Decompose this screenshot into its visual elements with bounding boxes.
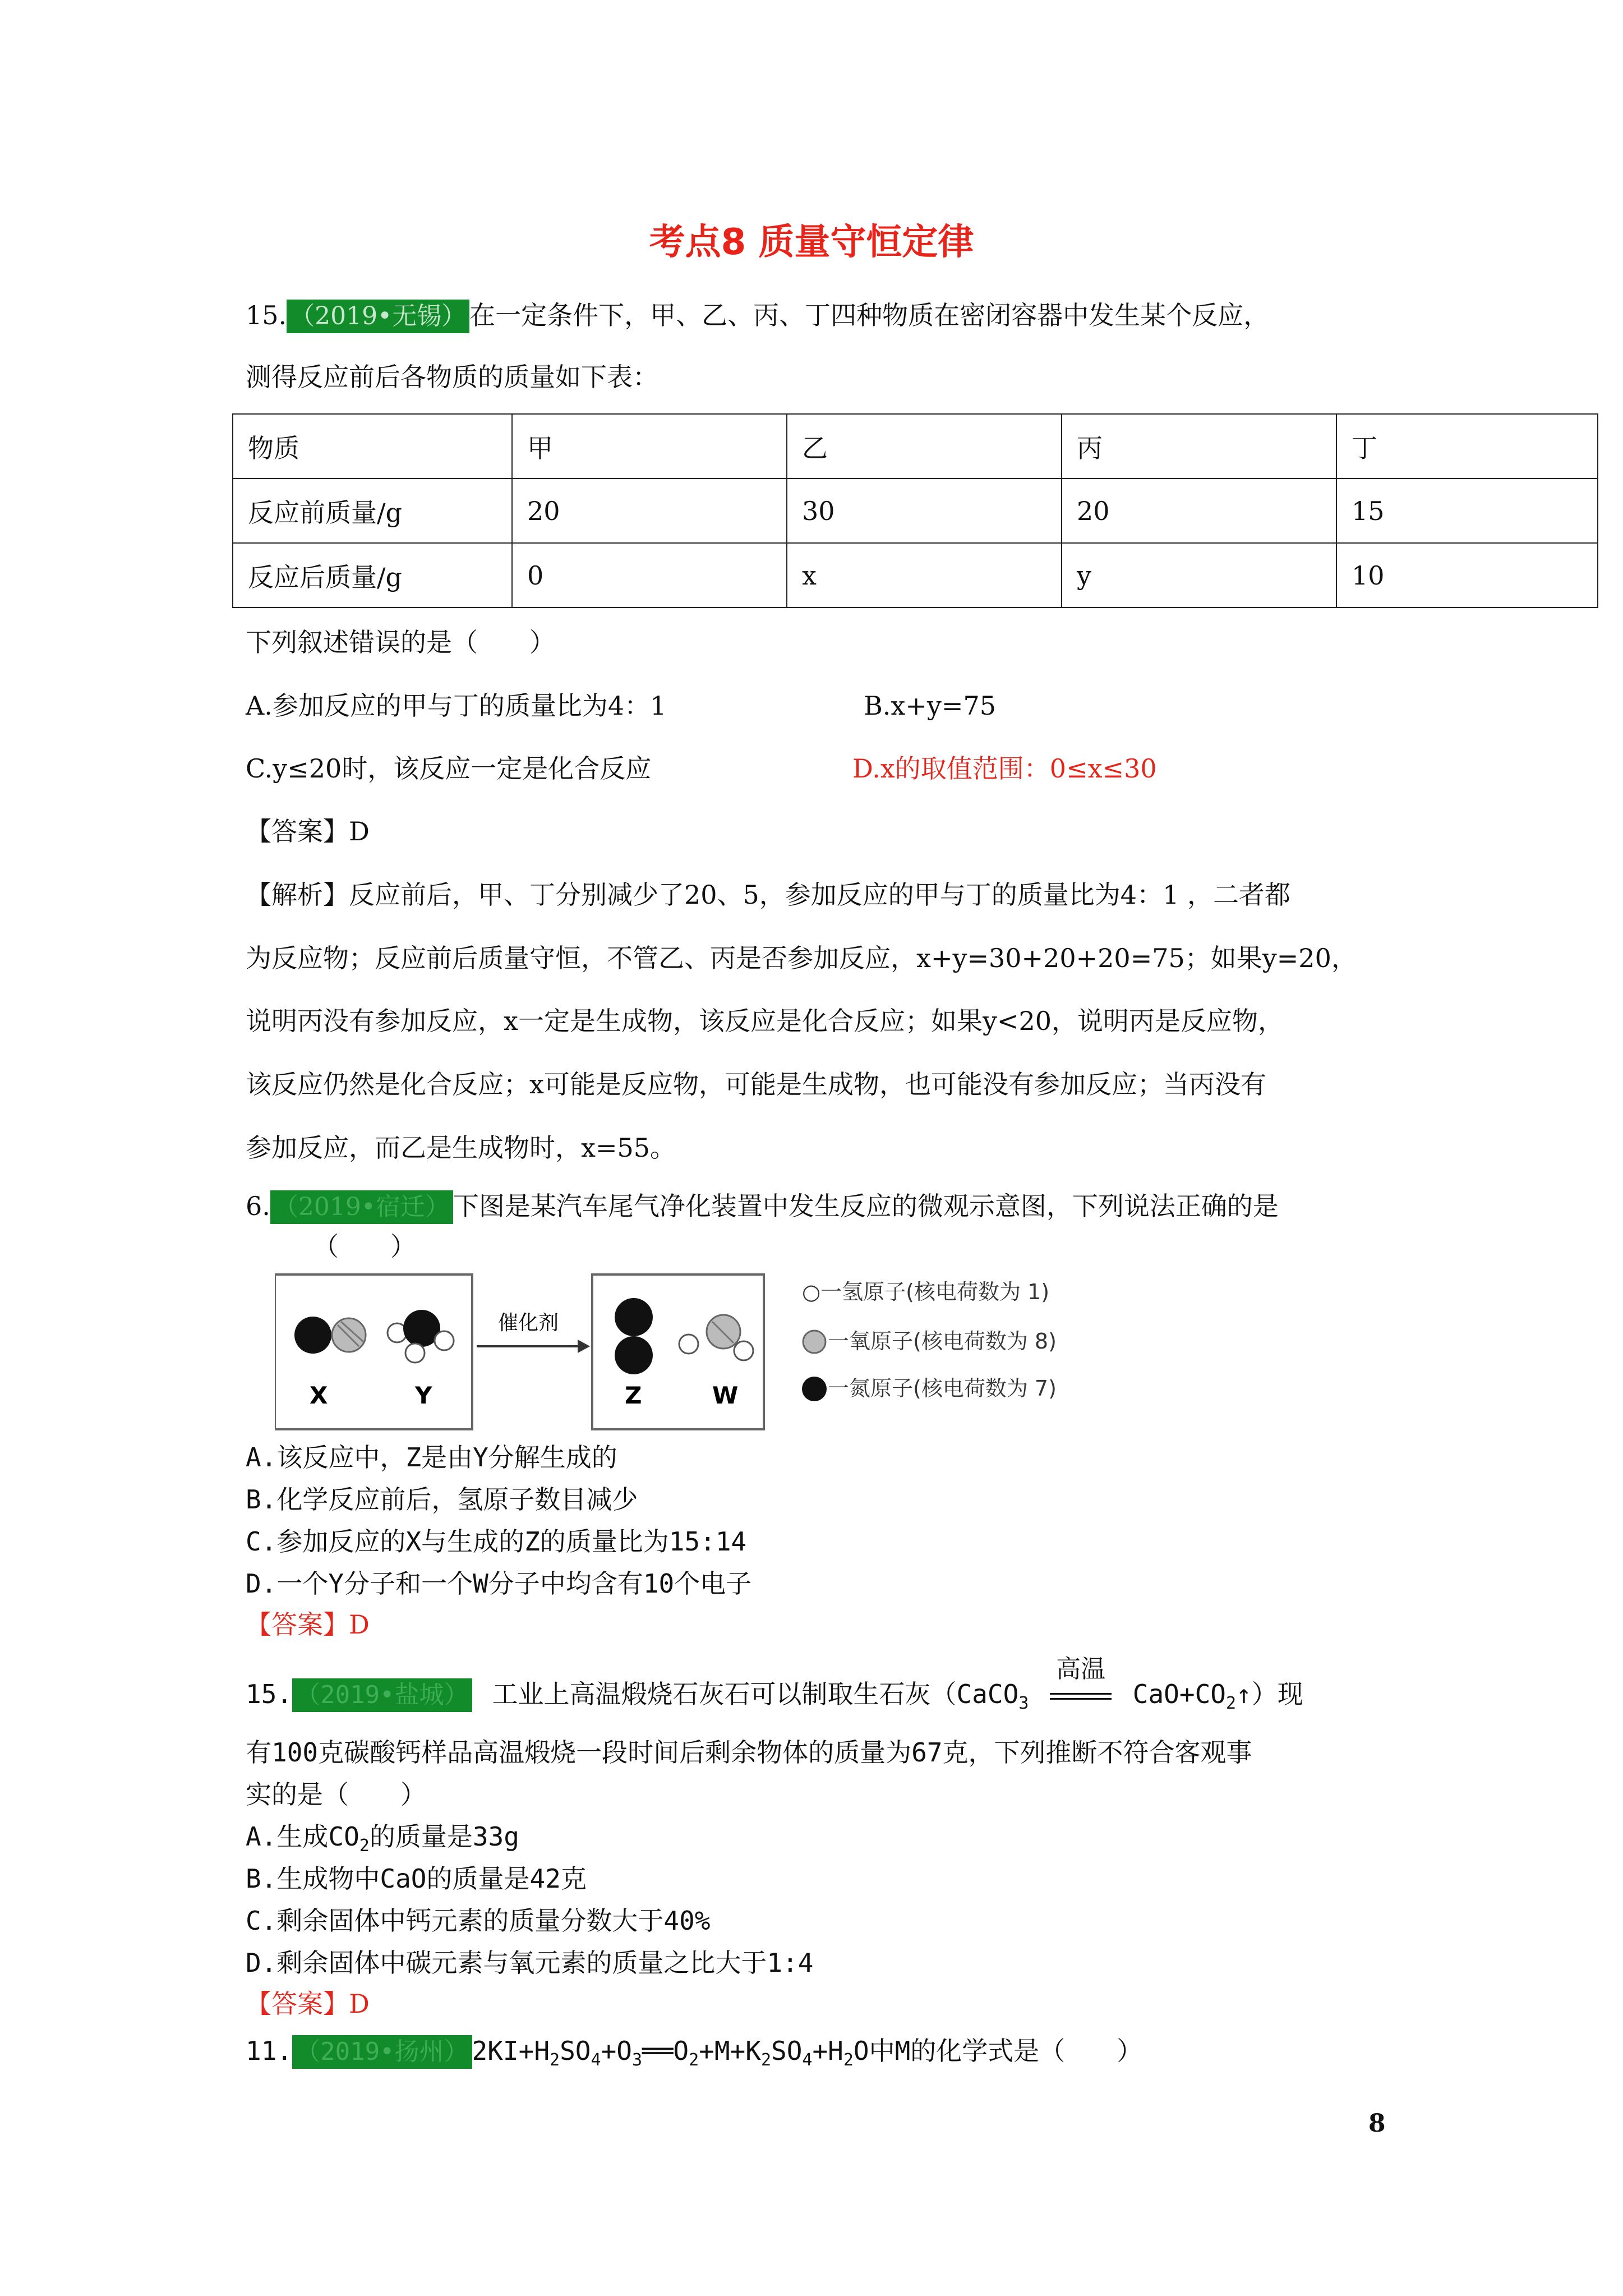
reaction-condition: [1044, 1655, 1117, 1711]
page-number: 8: [1368, 2109, 1386, 2138]
equation-text: 2KI+H: [472, 2036, 550, 2066]
hydrogen-atom: [734, 1341, 753, 1360]
option-b: B.x+y=75: [864, 691, 996, 721]
source-tag: （2019•无锡）: [287, 300, 469, 333]
label-z: Z: [625, 1382, 642, 1409]
table-row: [233, 478, 1598, 543]
option-c: C.y≤20时，该反应一定是化合反应: [246, 753, 652, 784]
stem-text: 在一定条件下，甲、乙、丙、丁四种物质在密闭容器中发生某个反应，: [469, 300, 1270, 330]
option-text: A.生成CO: [246, 1821, 359, 1852]
hydrogen-atom: [405, 1343, 425, 1363]
question-number: 15.: [246, 1679, 293, 1709]
question-number: 6.: [246, 1191, 270, 1221]
hydrogen-atom: [679, 1335, 698, 1354]
question-15-yancheng-stem: [246, 1655, 1303, 1720]
table-cell: 物质: [233, 414, 512, 478]
stem-text-line2: 有100克碳酸钙样品高温煅烧一段时间后剩余物体的质量为67克，下列推断不符合客观事: [246, 1737, 1252, 1768]
analysis-line: 为反应物；反应前后质量守恒，不管乙、丙是否参加反应，x+y=30+20+20=75；如果y=20，: [246, 943, 1357, 973]
table-cell: 反应后质量/g: [233, 543, 512, 608]
question-15-stem: [246, 298, 1269, 333]
equation-text: ══O: [642, 2036, 689, 2066]
subscript: 4: [802, 2050, 813, 2070]
nitrogen-atom: [615, 1336, 653, 1374]
nitrogen-atom: [615, 1298, 653, 1336]
option-a: A.参加反应的甲与丁的质量比为4：1: [246, 691, 667, 721]
subscript: 2: [359, 1836, 370, 1856]
option-a: [246, 1820, 519, 1863]
option-d: D.一个Y分子和一个W分子中均含有10个电子: [246, 1568, 752, 1599]
question-prompt: 下列叙述错误的是（ ）: [246, 627, 555, 657]
option-text: 的质量是33g: [369, 1821, 519, 1852]
equation-text: +M+K: [699, 2036, 761, 2066]
stem-text-line2: （ ）: [313, 1231, 416, 1262]
equation-text: +O: [601, 2036, 632, 2066]
table-cell: 乙: [787, 414, 1062, 478]
label-x: X: [310, 1382, 328, 1409]
table-cell: 0: [512, 543, 787, 608]
option-b: B.化学反应前后，氢原子数目减少: [246, 1484, 638, 1515]
analysis-line: 说明丙没有参加反应，x一定是生成物，该反应是化合反应；如果y<20，说明丙是反应物，: [246, 1006, 1284, 1036]
table-cell: 丁: [1336, 414, 1598, 478]
stem-text-line3: 实的是（ ）: [246, 1779, 426, 1810]
option-d: D.x的取值范围：0≤x≤30: [852, 753, 1157, 784]
table-cell: 甲: [512, 414, 787, 478]
subscript: 3: [631, 2050, 642, 2070]
question-number: 15.: [246, 300, 287, 330]
analysis-line: 该反应仍然是化合反应；x可能是反应物，可能是生成物，也可能没有参加反应；当丙没有: [246, 1069, 1266, 1099]
equation-text: O中M的化学式是（ ）: [853, 2036, 1143, 2066]
question-6-stem: [246, 1189, 1279, 1224]
analysis-line: 参加反应，而乙是生成物时，x=55。: [246, 1133, 676, 1163]
stem-text: 工业上高温煅烧石灰石可以制取生石灰（CaCO: [492, 1679, 1019, 1709]
option-a: A.该反应中，Z是由Y分解生成的: [246, 1442, 617, 1473]
legend-nitrogen: 一氮原子(核电荷数为 7): [828, 1376, 1057, 1401]
table-cell: y: [1062, 543, 1336, 608]
page-title: 考点8 质量守恒定律: [649, 222, 974, 263]
stem-text: 下图是某汽车尾气净化装置中发生反应的微观示意图，下列说法正确的是: [453, 1191, 1279, 1221]
option-d: D.剩余固体中碳元素与氧元素的质量之比大于1:4: [246, 1948, 814, 1978]
source-tag: （2019•扬州）: [292, 2035, 472, 2069]
nitrogen-atom: [294, 1317, 331, 1354]
table-cell: x: [787, 543, 1062, 608]
answer: 【答案】D: [246, 1989, 370, 2019]
equation-text: SO: [771, 2036, 803, 2066]
mass-table: [232, 413, 1598, 608]
subscript: 2: [689, 2050, 699, 2070]
reaction-diagram: [275, 1273, 1150, 1436]
subscript: 2: [1225, 1694, 1237, 1714]
table-cell: 20: [512, 478, 787, 543]
legend-oxygen-icon: [803, 1331, 826, 1353]
table-cell: 20: [1062, 478, 1336, 543]
table-cell: 10: [1336, 543, 1598, 608]
stem-text: ↑）现: [1236, 1679, 1303, 1709]
question-11-stem: [246, 2034, 1142, 2077]
legend-hydrogen: ○一氢原子(核电荷数为 1): [802, 1280, 1050, 1304]
subscript: 2: [550, 2050, 560, 2070]
legend-nitrogen-icon: [802, 1377, 827, 1401]
equation-text: SO: [560, 2036, 591, 2066]
table-cell: 30: [787, 478, 1062, 543]
source-tag: （2019•宿迁）: [270, 1190, 453, 1224]
option-c: C.参加反应的X与生成的Z的质量比为15:14: [246, 1526, 747, 1557]
option-b: B.生成物中CaO的质量是42克: [246, 1864, 587, 1894]
condition-text: 高温: [1056, 1655, 1106, 1683]
equation-text: +H: [812, 2036, 843, 2066]
subscript: 2: [760, 2050, 771, 2070]
stem-text-line2: 测得反应前后各物质的质量如下表：: [246, 362, 658, 392]
subscript: 4: [591, 2050, 601, 2070]
source-tag: （2019•盐城）: [292, 1678, 472, 1712]
question-number: 11.: [246, 2036, 293, 2066]
table-row: [233, 543, 1598, 608]
table-cell: 反应前质量/g: [233, 478, 512, 543]
hydrogen-atom: [435, 1331, 454, 1350]
option-c: C.剩余固体中钙元素的质量分数大于40%: [246, 1906, 711, 1936]
answer: 【答案】D: [246, 1609, 370, 1640]
legend-oxygen: 一氧原子(核电荷数为 8): [828, 1329, 1057, 1354]
answer: 【答案】D: [246, 816, 370, 846]
table-cell: 丙: [1062, 414, 1336, 478]
reactant-box: [275, 1274, 472, 1429]
table-row: [233, 414, 1598, 478]
stem-text: CaO+CO: [1132, 1679, 1226, 1709]
analysis-line: 【解析】反应前后，甲、丁分别减少了20、5，参加反应的甲与丁的质量比为4：1 ，二者都: [246, 880, 1290, 910]
subscript: 3: [1018, 1694, 1029, 1714]
catalyst-label: 催化剂: [498, 1312, 559, 1335]
label-y: Y: [415, 1382, 432, 1409]
subscript: 2: [843, 2050, 854, 2070]
table-cell: 15: [1336, 478, 1598, 543]
label-w: W: [712, 1382, 739, 1409]
